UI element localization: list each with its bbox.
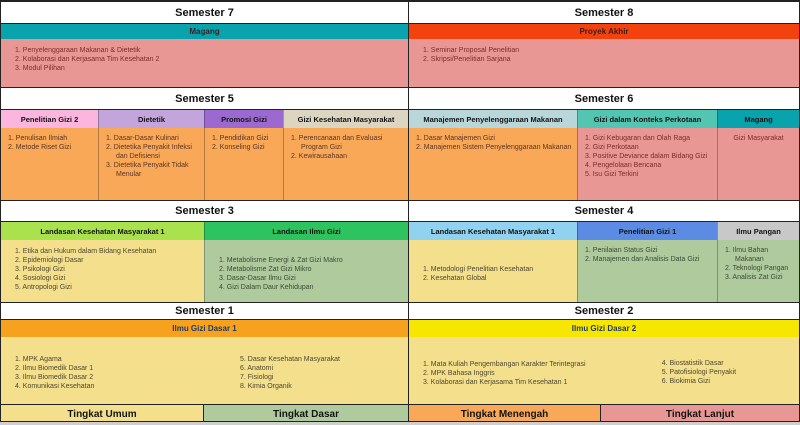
gizi-kesehatan-masyarakat-header: Gizi Kesehatan Masyarakat (297, 114, 395, 124)
course-item: 1. Gizi Kebugaran dan Olah Raga (585, 135, 691, 142)
semester-7-course-list (1, 39, 408, 87)
semester-5-title: Semester 5 (1, 88, 408, 109)
course-item: 1. Metodologi Penelitian Kesehatan (423, 265, 534, 273)
tingkat-footer-row (1, 404, 799, 422)
course-item: 2. Metabolisme Zat Gizi Mikro (219, 265, 312, 273)
semester-7-8-body-row (1, 39, 799, 87)
proyek-akhir-track-header: Proyek Akhir (579, 27, 629, 36)
course-item: 5. Isu Gizi Terkini (585, 171, 639, 178)
course-item: 2. Kesehatan Global (423, 274, 487, 282)
semester-5-6-title-row (1, 87, 799, 110)
course-item: 1. Penyelenggaraan Makanan & Dietetik (15, 47, 141, 54)
course-item: 5. Patofisiologi Penyakit (661, 369, 737, 376)
semester-1-2-title-row (1, 302, 799, 320)
semester-4-title: Semester 4 (409, 201, 799, 221)
course-item: 1. Metabolisme Energi & Zat Gizi Makro (219, 256, 343, 264)
semester-5-6-header-row (1, 110, 799, 128)
course-item: 3. Modul Pilihan (15, 65, 65, 72)
course-item: 2. Metode Riset Gizi (8, 144, 72, 151)
semester-1-course-list (1, 337, 408, 404)
semester-1-title: Semester 1 (1, 303, 408, 319)
semester-2-course-list-right (655, 337, 799, 404)
magang-course-list (717, 128, 799, 200)
course-item: 4. Komunikasi Kesehatan (15, 383, 95, 390)
course-item: 8. Kimia Organik (239, 382, 292, 390)
course-item: 1. Perencanaan dan Evaluasi Program Gizi (291, 135, 383, 151)
course-item: 4. Sosiologi Gizi (15, 275, 66, 282)
course-item: 4. Biostatistik Dasar (661, 360, 724, 367)
penelitian-gizi-1-course-list (577, 240, 717, 302)
semester-1-2-track-row (1, 320, 799, 337)
semester-3-4-header-row (1, 222, 799, 240)
semester-1-course-list-right (233, 337, 408, 404)
course-item: 2. Manajemen Sistem Penyelenggaraan Makanan (416, 144, 572, 151)
course-item: 2. Kolaborasi dan Kerjasama Tim Kesehatan 2 (15, 56, 160, 63)
course-item: 1. Mata Kuliah Pengembangan Karakter Terintegrasi (423, 360, 586, 368)
course-item: 4. Pengelolaan Bencana (585, 162, 662, 169)
course-item: 2. Kewirausahaan (291, 153, 348, 160)
course-item: 2. Epidemiologi Dasar (15, 257, 84, 264)
landasan-kesehatan-masyarakat-1-course-list (1, 240, 204, 302)
gizi-kesehatan-masyarakat-course-list (283, 128, 408, 200)
course-item: 1. MPK Agama (15, 356, 62, 363)
magang-column-header: Magang (744, 114, 773, 124)
course-item: 1. Penilaian Status Gizi (585, 247, 658, 254)
ilmu-gizi-dasar-1-track-header: Ilmu Gizi Dasar 1 (172, 324, 237, 333)
semester-5-6-body-row (1, 128, 799, 200)
course-item: 3. Dasar-Dasar Ilmu Gizi (219, 274, 296, 282)
course-item: 6. Anatomi (239, 364, 274, 372)
course-item: 1. Etika dan Hukum dalam Bidang Kesehatan (15, 248, 157, 255)
course-item: 2. Skripsi/Penelitian Sarjana (423, 56, 511, 63)
promosi-gizi-course-list (204, 128, 283, 200)
course-item: 2. Ilmu Biomedik Dasar 1 (15, 365, 94, 372)
landasan-kesehatan-masyarakat-1-header: Landasan Kesehatan Masyarakat 1 (40, 226, 165, 236)
promosi-gizi-header: Promosi Gizi (221, 114, 267, 124)
landasan-kesehatan-masyarakat-1-sem4-header: Landasan Kesehatan Masyarakat 1 (430, 226, 556, 236)
course-item: 2. Manajemen dan Analisis Data Gizi (585, 256, 700, 263)
course-item: 3. Positive Deviance dalam Bidang Gizi (585, 153, 708, 160)
semester-2-course-list-left (409, 337, 655, 404)
course-item: 1. Dasar-Dasar Kulinari (106, 135, 179, 142)
landasan-ilmu-gizi-course-list (204, 240, 408, 302)
semester-1-course-list-left (1, 337, 233, 404)
course-item: 1. Seminar Proposal Penelitian (423, 47, 520, 54)
semester-2-course-list (409, 337, 799, 404)
course-item: 1. Ilmu Bahan Makanan (725, 247, 769, 263)
course-item: 6. Biokimia Gizi (661, 378, 710, 385)
course-item: 2. Gizi Perkotaan (585, 144, 639, 151)
course-item: 3. Kolaborasi dan Kerjasama Tim Kesehatan 1 (423, 378, 568, 386)
semester-8-title: Semester 8 (409, 2, 799, 23)
gizi-konteks-perkotaan-header: Gizi dalam Konteks Perkotaan (593, 114, 702, 124)
course-item: 1. Penulisan Ilmiah (8, 135, 68, 142)
course-item: 2. Konseling Gizi (212, 144, 265, 151)
course-item: 7. Fisiologi (239, 373, 274, 381)
tingkat-umum-label: Tingkat Umum (1, 405, 203, 422)
tingkat-menengah-label: Tingkat Menengah (408, 405, 600, 422)
course-item: 3. Ilmu Biomedik Dasar 2 (15, 374, 94, 381)
semester-7-title: Semester 7 (1, 2, 408, 23)
ilmu-gizi-dasar-2-track-header: Ilmu Gizi Dasar 2 (571, 324, 637, 333)
tingkat-dasar-label: Tingkat Dasar (203, 405, 408, 422)
landasan-kesehatan-masyarakat-1-sem4-course-list (409, 240, 577, 302)
course-item: 2. Teknologi Pangan (725, 265, 789, 272)
semester-3-title: Semester 3 (1, 201, 408, 221)
course-item: 5. Antropologi Gizi (15, 284, 72, 291)
penelitian-gizi-1-header: Penelitian Gizi 1 (618, 226, 677, 236)
manajemen-penyelenggaraan-makanan-header: Manajemen Penyelenggaraan Makanan (423, 114, 563, 124)
landasan-ilmu-gizi-header: Landasan Ilmu Gizi (272, 226, 341, 236)
course-item: 3. Analisis Zat Gizi (725, 274, 783, 281)
semester-3-4-body-row (1, 240, 799, 302)
semester-8-course-list (409, 39, 799, 87)
magang-track-header: Magang (189, 27, 220, 36)
semester-7-8-title-row (1, 1, 799, 24)
semester-1-2-body-row (1, 337, 799, 404)
course-item: 1. Dasar Manajemen Gizi (416, 135, 495, 142)
manajemen-penyelenggaraan-makanan-course-list (409, 128, 577, 200)
penelitian-gizi-2-header: Penelitian Gizi 2 (20, 114, 79, 124)
course-item: 4. Gizi Dalam Daur Kehidupan (219, 283, 314, 291)
course-item: 5. Dasar Kesehatan Masyarakat (239, 355, 340, 363)
dietetik-course-list (98, 128, 204, 200)
dietetik-header: Dietetik (137, 114, 166, 124)
course-item: 2. MPK Bahasa Inggris (423, 369, 495, 377)
course-item: 1. Pendidikan Gizi (212, 135, 269, 142)
gizi-konteks-perkotaan-course-list (577, 128, 717, 200)
course-item: Gizi Masyarakat (733, 135, 784, 142)
ilmu-pangan-course-list (717, 240, 799, 302)
semester-2-title: Semester 2 (409, 303, 799, 319)
semester-3-4-title-row (1, 200, 799, 222)
course-item: 3. Psikologi Gizi (15, 266, 65, 273)
course-item: 3. Dietetika Penyakit Tidak Menular (106, 162, 189, 178)
tingkat-lanjut-label: Tingkat Lanjut (600, 405, 799, 422)
semester-6-title: Semester 6 (409, 88, 799, 109)
penelitian-gizi-2-course-list (1, 128, 98, 200)
ilmu-pangan-header: Ilmu Pangan (736, 226, 781, 236)
course-item: 2. Dietetika Penyakit Infeksi dan Defisiensi (106, 144, 192, 160)
semester-7-8-track-row (1, 24, 799, 39)
